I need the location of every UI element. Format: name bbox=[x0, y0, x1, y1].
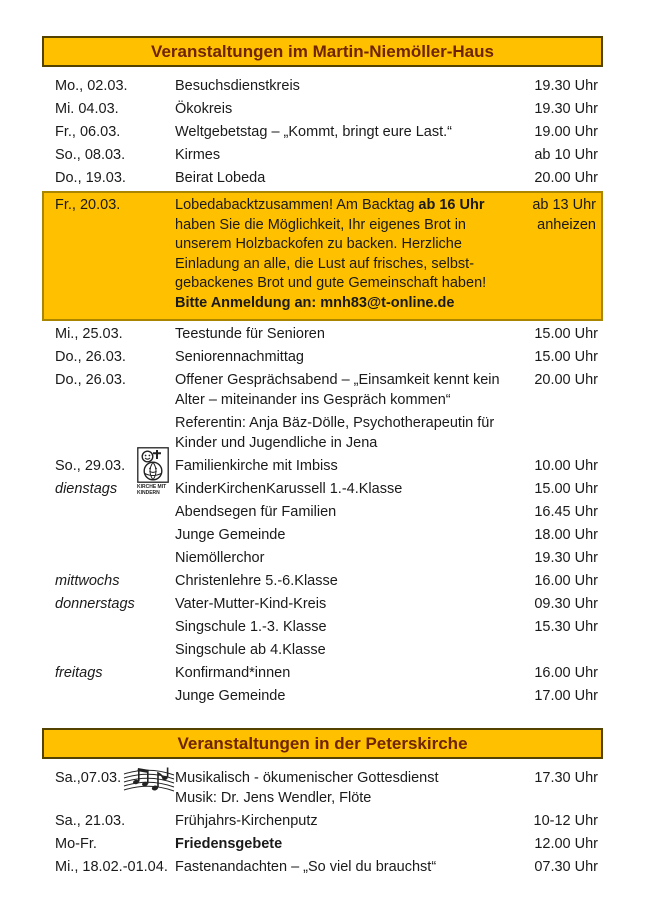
table-row bbox=[55, 686, 598, 706]
event-time: 16.45 Uhr bbox=[534, 504, 598, 520]
table-row bbox=[55, 857, 598, 877]
event-date bbox=[55, 502, 175, 522]
event-date bbox=[55, 686, 175, 706]
event-date bbox=[55, 525, 175, 545]
svg-text:KINDERN: KINDERN bbox=[137, 490, 160, 495]
event-weekday: freitags bbox=[55, 665, 103, 681]
event-time: 15.00 Uhr bbox=[534, 326, 598, 342]
event-time: 10.00 Uhr bbox=[534, 458, 598, 474]
table-row bbox=[55, 525, 598, 545]
event-date: So., 08.03. bbox=[55, 147, 126, 163]
table-row bbox=[55, 548, 598, 568]
event-title: Beirat Lobeda bbox=[175, 170, 266, 186]
event-time: 19.30 Uhr bbox=[534, 101, 598, 117]
event-date: So., 29.03. bbox=[55, 458, 126, 474]
event-date: Mo., 02.03. bbox=[55, 78, 128, 94]
event-date bbox=[55, 548, 175, 568]
event-title: Singschule 1.-3. Klasse bbox=[175, 619, 327, 635]
event-date: Do., 26.03. bbox=[55, 349, 126, 365]
event-title: Musikalisch - ökumenischer Gottesdienst Musik: Dr. Jens Wendler, Flöte bbox=[175, 770, 439, 806]
event-title: Frühjahrs-Kirchenputz bbox=[175, 813, 318, 829]
event-time: 12.00 Uhr bbox=[534, 836, 598, 852]
table-row bbox=[55, 99, 598, 119]
section2-banner-title: Veranstaltungen in der Peterskirche bbox=[42, 728, 603, 759]
event-date: Mi., 25.03. bbox=[55, 326, 123, 342]
event-time: 16.00 Uhr bbox=[534, 665, 598, 681]
music-notes-icon bbox=[123, 764, 175, 800]
highlight-line: haben Sie die Möglichkeit, Ihr eigenes Brot in bbox=[175, 216, 466, 233]
section2-rows bbox=[42, 768, 603, 877]
event-date: Do., 26.03. bbox=[55, 372, 126, 388]
event-title: Abendsegen für Familien bbox=[175, 504, 337, 520]
table-row bbox=[55, 768, 598, 808]
section1-rows-bottom bbox=[42, 324, 603, 706]
highlight-event-block bbox=[42, 191, 603, 321]
event-title: Ökokreis bbox=[175, 101, 233, 117]
event-date: Fr., 06.03. bbox=[55, 124, 121, 140]
event-time bbox=[506, 413, 598, 453]
event-title: Seniorennachmittag bbox=[175, 349, 304, 365]
event-weekday: mittwochs bbox=[55, 573, 120, 589]
table-row bbox=[55, 502, 598, 522]
event-date: Mi., 18.02.-01.04. bbox=[55, 859, 168, 875]
event-title: Kirmes bbox=[175, 147, 221, 163]
event-title: Familienkirche mit Imbiss bbox=[175, 458, 338, 474]
event-weekday: dienstags bbox=[55, 481, 118, 497]
section1-rows-top bbox=[42, 76, 603, 188]
event-date bbox=[55, 617, 175, 637]
event-time bbox=[506, 640, 598, 660]
event-speaker-note: Referentin: Anja Bäz-Dölle, Psychotherapeutin für Kinder und Jugendliche in Jena bbox=[175, 415, 495, 451]
table-row bbox=[55, 479, 598, 499]
event-title: Friedensgebete bbox=[175, 836, 283, 852]
table-row bbox=[55, 370, 598, 410]
table-row bbox=[55, 168, 598, 188]
event-title: Singschule ab 4.Klasse bbox=[175, 642, 326, 658]
event-title: Teestunde für Senioren bbox=[175, 326, 325, 342]
event-title: Besuchsdienstkreis bbox=[175, 78, 300, 94]
highlight-line: Einladung an alle, die Lust auf frisches, selbst- bbox=[175, 255, 475, 272]
event-title: Offener Gesprächsabend – „Einsamkeit kennt kein Alter – miteinander ins Gespräch kommen“ bbox=[175, 372, 500, 408]
event-time: 10-12 Uhr bbox=[533, 813, 598, 829]
table-row bbox=[55, 811, 598, 831]
event-time: ab 10 Uhr bbox=[534, 147, 598, 163]
event-time: 15.30 Uhr bbox=[534, 619, 598, 635]
table-row bbox=[55, 145, 598, 165]
event-date: Sa., 21.03. bbox=[55, 813, 126, 829]
event-date: Mo-Fr. bbox=[55, 836, 97, 852]
event-title: Konfirmand*innen bbox=[175, 665, 291, 681]
table-row bbox=[55, 347, 598, 367]
event-date: Sa.,07.03. bbox=[55, 770, 122, 786]
event-time: 20.00 Uhr bbox=[534, 372, 598, 388]
event-date: Mi. 04.03. bbox=[55, 101, 119, 117]
event-time: 15.00 Uhr bbox=[534, 349, 598, 365]
event-time: ab 13 Uhr anheizen bbox=[532, 197, 596, 233]
table-row bbox=[55, 594, 598, 614]
table-row bbox=[55, 122, 598, 142]
event-date: Do., 19.03. bbox=[55, 170, 126, 186]
table-row bbox=[55, 324, 598, 344]
svg-text:KIRCHE MIT: KIRCHE MIT bbox=[137, 484, 167, 490]
event-time: 19.00 Uhr bbox=[534, 124, 598, 140]
event-time: 09.30 Uhr bbox=[534, 596, 598, 612]
event-time: 18.00 Uhr bbox=[534, 527, 598, 543]
event-time: 17.00 Uhr bbox=[534, 688, 598, 704]
section1-banner-title: Veranstaltungen im Martin-Niemöller-Haus bbox=[42, 36, 603, 67]
highlight-line: unserem Holzbackofen zu backen. Herzliche bbox=[175, 236, 462, 252]
event-time: 17.30 Uhr bbox=[534, 770, 598, 786]
event-time: 19.30 Uhr bbox=[534, 550, 598, 566]
table-row bbox=[55, 640, 598, 660]
event-title: Niemöllerchor bbox=[175, 550, 265, 566]
table-row bbox=[55, 663, 598, 683]
event-title: Fastenandachten – „So viel du brauchst“ bbox=[175, 859, 437, 875]
event-title: Junge Gemeinde bbox=[175, 527, 286, 543]
table-row bbox=[55, 76, 598, 96]
event-title: Junge Gemeinde bbox=[175, 688, 286, 704]
highlight-event-text bbox=[175, 196, 504, 313]
highlight-line: Lobedabacktzusammen! Am Backtag ab 16 Uhr bbox=[175, 197, 485, 213]
event-date bbox=[55, 640, 175, 660]
table-row bbox=[55, 834, 598, 854]
table-row bbox=[55, 617, 598, 637]
event-date: Fr., 20.03. bbox=[55, 197, 121, 213]
highlight-line-contact: Bitte Anmeldung an: mnh83@t-online.de bbox=[175, 294, 455, 311]
event-time: 16.00 Uhr bbox=[534, 573, 598, 589]
event-title: Vater-Mutter-Kind-Kreis bbox=[175, 596, 327, 612]
table-row bbox=[55, 571, 598, 591]
event-weekday: donnerstags bbox=[55, 596, 135, 612]
event-title: Weltgebetstag – „Kommt, bringt eure Last.“ bbox=[175, 124, 452, 140]
event-time: 07.30 Uhr bbox=[534, 859, 598, 875]
event-time: 15.00 Uhr bbox=[534, 481, 598, 497]
highlight-line: gebackenes Brot und gute Gemeinschaft haben! bbox=[175, 275, 487, 291]
event-title: Christenlehre 5.-6.Klasse bbox=[175, 573, 338, 589]
event-time: 19.30 Uhr bbox=[534, 78, 598, 94]
event-title: KinderKirchenKarussell 1.-4.Klasse bbox=[175, 481, 403, 497]
event-time: 20.00 Uhr bbox=[534, 170, 598, 186]
